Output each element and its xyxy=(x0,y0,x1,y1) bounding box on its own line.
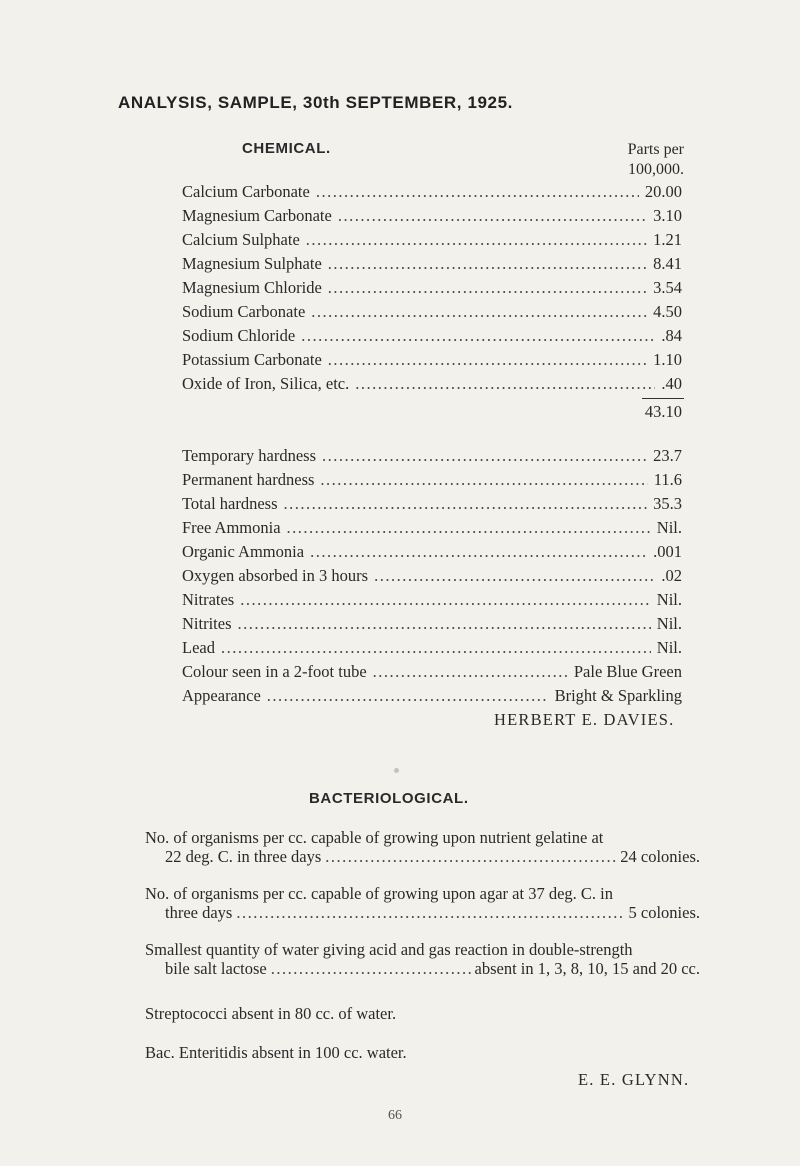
paragraph-line: No. of organisms per cc. capable of growing upon agar at 37 deg. C. in xyxy=(145,884,613,903)
row-label: Permanent hardness xyxy=(182,470,315,489)
leader-dots xyxy=(320,470,647,490)
property-row xyxy=(182,518,682,540)
leader-dots xyxy=(271,959,471,978)
paragraph-line: Smallest quantity of water giving acid and gas reaction in double-strength xyxy=(145,940,633,959)
composition-row xyxy=(182,182,682,204)
bacteriological-heading: BACTERIOLOGICAL. xyxy=(309,790,469,807)
property-row xyxy=(182,494,682,516)
leader-dots xyxy=(301,326,655,346)
parts-heading-line-2: 100,000. xyxy=(628,161,684,178)
row-label: Magnesium Carbonate xyxy=(182,206,332,225)
composition-row xyxy=(182,326,682,348)
page-title: ANALYSIS, SAMPLE, 30th SEPTEMBER, 1925. xyxy=(118,93,513,112)
composition-row xyxy=(182,374,682,396)
row-value: 3.54 xyxy=(653,278,682,297)
row-value: 4.50 xyxy=(653,302,682,321)
composition-row xyxy=(182,278,682,300)
leader-dots xyxy=(287,518,651,538)
composition-row xyxy=(182,254,682,276)
leader-dots xyxy=(306,230,647,250)
row-label: Oxygen absorbed in 3 hours xyxy=(182,566,369,585)
property-row xyxy=(182,542,682,564)
leader-dots xyxy=(238,614,651,634)
leader-dots xyxy=(284,494,648,514)
row-label: Sodium Carbonate xyxy=(182,302,306,321)
property-row xyxy=(182,446,682,468)
parts-per-heading xyxy=(574,140,684,180)
ink-spot xyxy=(394,768,399,773)
gelatine-colonies-value: 24 colonies. xyxy=(620,847,700,866)
lactose-result-value: absent in 1, 3, 8, 10, 15 and 20 cc. xyxy=(474,959,700,978)
row-label: Free Ammonia xyxy=(182,518,281,537)
property-row xyxy=(182,566,682,588)
composition-total: 43.10 xyxy=(644,402,682,421)
composition-row xyxy=(182,206,682,228)
row-label: Appearance xyxy=(182,686,261,705)
row-value: Nil. xyxy=(656,614,682,633)
lactose-paragraph xyxy=(145,940,700,978)
agar-count-paragraph xyxy=(145,884,700,922)
leader-dots xyxy=(328,350,647,370)
row-value: 20.00 xyxy=(644,182,682,201)
leader-dots xyxy=(311,302,647,322)
leader-dots xyxy=(236,903,624,922)
row-value: 35.3 xyxy=(653,494,682,513)
leader-dots xyxy=(355,374,655,394)
row-value: .02 xyxy=(661,566,682,585)
row-value: 8.41 xyxy=(653,254,682,273)
gelatine-count-paragraph xyxy=(145,828,700,866)
row-label: Organic Ammonia xyxy=(182,542,305,561)
row-label: Colour seen in a 2-foot tube xyxy=(182,662,367,681)
enteritidis-line: Bac. Enteritidis absent in 100 cc. water. xyxy=(145,1043,407,1062)
paragraph-line-text: three days xyxy=(165,903,233,922)
row-label: Nitrites xyxy=(182,614,232,633)
property-row xyxy=(182,614,682,636)
row-label: Calcium Carbonate xyxy=(182,182,310,201)
row-label: Sodium Chloride xyxy=(182,326,296,345)
leader-dots xyxy=(374,566,655,586)
row-value: Nil. xyxy=(656,518,682,537)
bacteriologist-signature: E. E. GLYNN. xyxy=(578,1070,690,1089)
agar-colonies-value: 5 colonies. xyxy=(628,903,700,922)
chemical-heading: CHEMICAL. xyxy=(242,140,331,157)
row-value: 1.10 xyxy=(653,350,682,369)
row-label: Calcium Sulphate xyxy=(182,230,300,249)
leader-dots xyxy=(267,686,549,706)
row-label: Oxide of Iron, Silica, etc. xyxy=(182,374,350,393)
leader-dots xyxy=(338,206,647,226)
leader-dots xyxy=(322,446,647,466)
row-label: Nitrates xyxy=(182,590,235,609)
leader-dots xyxy=(328,278,647,298)
row-value: Nil. xyxy=(656,638,682,657)
paragraph-line-with-value xyxy=(145,847,700,866)
row-label: Lead xyxy=(182,638,215,657)
row-value: 3.10 xyxy=(653,206,682,225)
leader-dots xyxy=(325,847,616,866)
row-value: 11.6 xyxy=(653,470,682,489)
paragraph-line-text: 22 deg. C. in three days xyxy=(165,847,322,866)
leader-dots xyxy=(240,590,651,610)
property-row xyxy=(182,590,682,612)
leader-dots xyxy=(310,542,647,562)
composition-row xyxy=(182,302,682,324)
total-rule xyxy=(642,398,684,399)
streptococci-line: Streptococci absent in 80 cc. of water. xyxy=(145,1004,397,1023)
composition-row xyxy=(182,350,682,372)
composition-row xyxy=(182,230,682,252)
leader-dots xyxy=(373,662,568,682)
parts-heading-line-1: Parts per xyxy=(627,141,684,158)
leader-dots xyxy=(221,638,651,658)
row-value: .84 xyxy=(661,326,682,345)
row-value: Bright & Sparkling xyxy=(554,686,682,705)
leader-dots xyxy=(328,254,647,274)
leader-dots xyxy=(316,182,639,202)
paragraph-line: No. of organisms per cc. capable of growing upon nutrient gelatine at xyxy=(145,828,604,847)
row-label: Temporary hardness xyxy=(182,446,317,465)
row-value: Pale Blue Green xyxy=(573,662,682,681)
row-value: 1.21 xyxy=(653,230,682,249)
property-row xyxy=(182,638,682,660)
chemist-signature: HERBERT E. DAVIES. xyxy=(494,710,675,729)
row-label: Total hardness xyxy=(182,494,278,513)
paragraph-line-with-value xyxy=(145,903,700,922)
row-label: Potassium Carbonate xyxy=(182,350,322,369)
property-row xyxy=(182,686,682,708)
row-value: 23.7 xyxy=(653,446,682,465)
page-number: 66 xyxy=(388,1108,402,1123)
property-row xyxy=(182,470,682,492)
paragraph-line-with-value xyxy=(145,959,700,978)
row-label: Magnesium Chloride xyxy=(182,278,322,297)
row-value: Nil. xyxy=(656,590,682,609)
row-value: .001 xyxy=(653,542,682,561)
property-row xyxy=(182,662,682,684)
row-label: Magnesium Sulphate xyxy=(182,254,322,273)
row-value: .40 xyxy=(661,374,682,393)
paragraph-line-text: bile salt lactose xyxy=(165,959,267,978)
